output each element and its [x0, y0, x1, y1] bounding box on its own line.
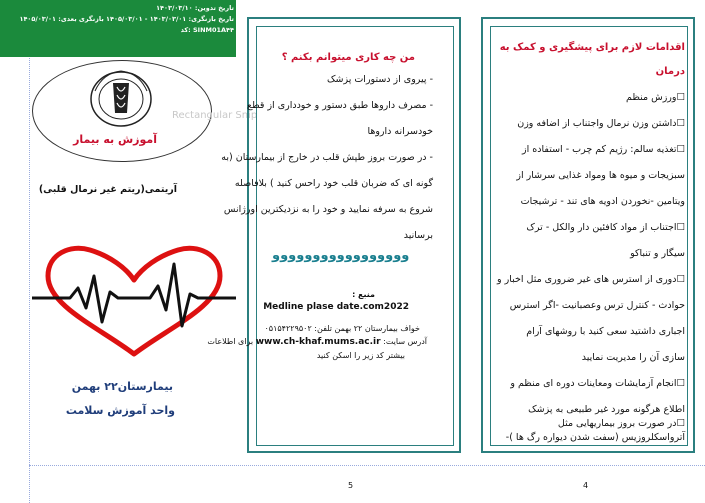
right-heading-1: اقدامات لازم برای پیشگیری و کمک به [499, 42, 685, 53]
contact-phone: خواف بیمارستان ۲۲ بهمن تلفن: ۰۵۱۵۴۲۲۹۵۰۲ [264, 324, 420, 333]
middle-line: گونه ای که ضربان قلب خود راحس کنید ) بلافاصله [234, 178, 433, 189]
right-line: ☐دوری از استرس های غیر ضروری مثل اخبار و [497, 274, 685, 285]
right-line: اطلاع هرگونه مورد غیر طبیعی به پزشک [528, 404, 685, 415]
header-line-2: تاریخ بازنگری: ۱۴۰۳/۰۳/۰۱ - ۱۴۰۵/۰۳/۰۱ بازنگری بعدی: ۱۴۰۵/۰۳/۰۱ [19, 15, 234, 23]
right-heading-2: درمان [655, 66, 685, 77]
cover-topic-title: آریتمی(ریتم غیر نرمال قلبی) [38, 184, 177, 195]
right-line: سازی آن را مدیریت نمایید [581, 352, 685, 363]
right-line: ☐انجام آزمایشات ومعاینات دوره ای منظم و [510, 378, 685, 389]
middle-line: - در صورت بروز طپش قلب در خارج از بیمارستان (به [221, 152, 433, 163]
cover-hospital: بیمارستان۲۲ بهمن [71, 380, 173, 393]
right-line: ☐در صورت بروز بیماریهایی مثل [557, 418, 685, 429]
source-label: منبع : [352, 290, 375, 299]
contact-site-suffix: برای اطلاعات [207, 337, 254, 346]
source-text: Medline plase date.com2022 [263, 302, 409, 312]
right-line: سبزیجات و میوه ها ومواد غذایی سرشار از [516, 170, 685, 181]
right-line: ☐اجتناب از مواد کافئین دار والکل - ترک [526, 222, 685, 233]
middle-line: خودسرانه داروها [367, 126, 433, 137]
bottom-dotted-guide [29, 465, 705, 466]
middle-heading: من چه کاری میتوانم بکنم ؟ [281, 52, 415, 63]
contact-site-url[interactable]: www.ch-khaf.mums.ac.ir [255, 337, 381, 347]
right-line: ☐تغذیه سالم: رژیم کم چرب - استفاده از [522, 144, 685, 155]
header-line-3: SINM01A۴۴ :کد [180, 26, 234, 34]
middle-line: - پیروی از دستورات پزشک [327, 74, 433, 85]
middle-line: - مصرف داروها طبق دستور و خودداری از قطع [247, 100, 433, 111]
right-line: ☐داشتن وزن نرمال واجتناب از اضافه وزن [517, 118, 685, 129]
right-line: آترواسکلروزیس (سفت شدن دیواره رگ ها )- [505, 432, 685, 443]
middle-ornament: ﻭﻭﻭﻭﻭﻭﻭﻭﻭﻭﻭﻭﻭﻭﻭﻭﻭ [272, 248, 410, 263]
right-line: ویتامین -نخوردن ادویه های تند - ترشیجات [520, 196, 685, 207]
right-line: ☐ورزش منظم [626, 92, 685, 103]
middle-line: برسانید [403, 230, 433, 241]
ghost-snip-label: Rectangular Snip [172, 110, 258, 121]
contact-site-label: آدرس سایت: [383, 337, 427, 346]
middle-page-number: 5 [348, 481, 354, 490]
right-page-number: 4 [583, 481, 589, 490]
header-line-1: تاریخ تدوین: ۱۴۰۳/۰۳/۱۰ [156, 4, 234, 12]
right-line: حوادث - کنترل ترس وعصبانیت -اگر استرس [509, 300, 685, 311]
right-line: اجباری داشتید سعی کنید با روشهای آرام [526, 326, 685, 337]
cover-unit: واحد آموزش سلامت [65, 404, 175, 417]
logo-label: آموزش به بیمار [73, 133, 157, 146]
contact-site [207, 337, 427, 347]
contact-scan: بیشتر کد زیر را اسکن کنید [316, 351, 405, 360]
right-line: سیگار و تنباکو [630, 248, 685, 259]
middle-line: شروع به سرفه نمایید و خود را به نزدیکترین اورژانس [223, 204, 433, 215]
